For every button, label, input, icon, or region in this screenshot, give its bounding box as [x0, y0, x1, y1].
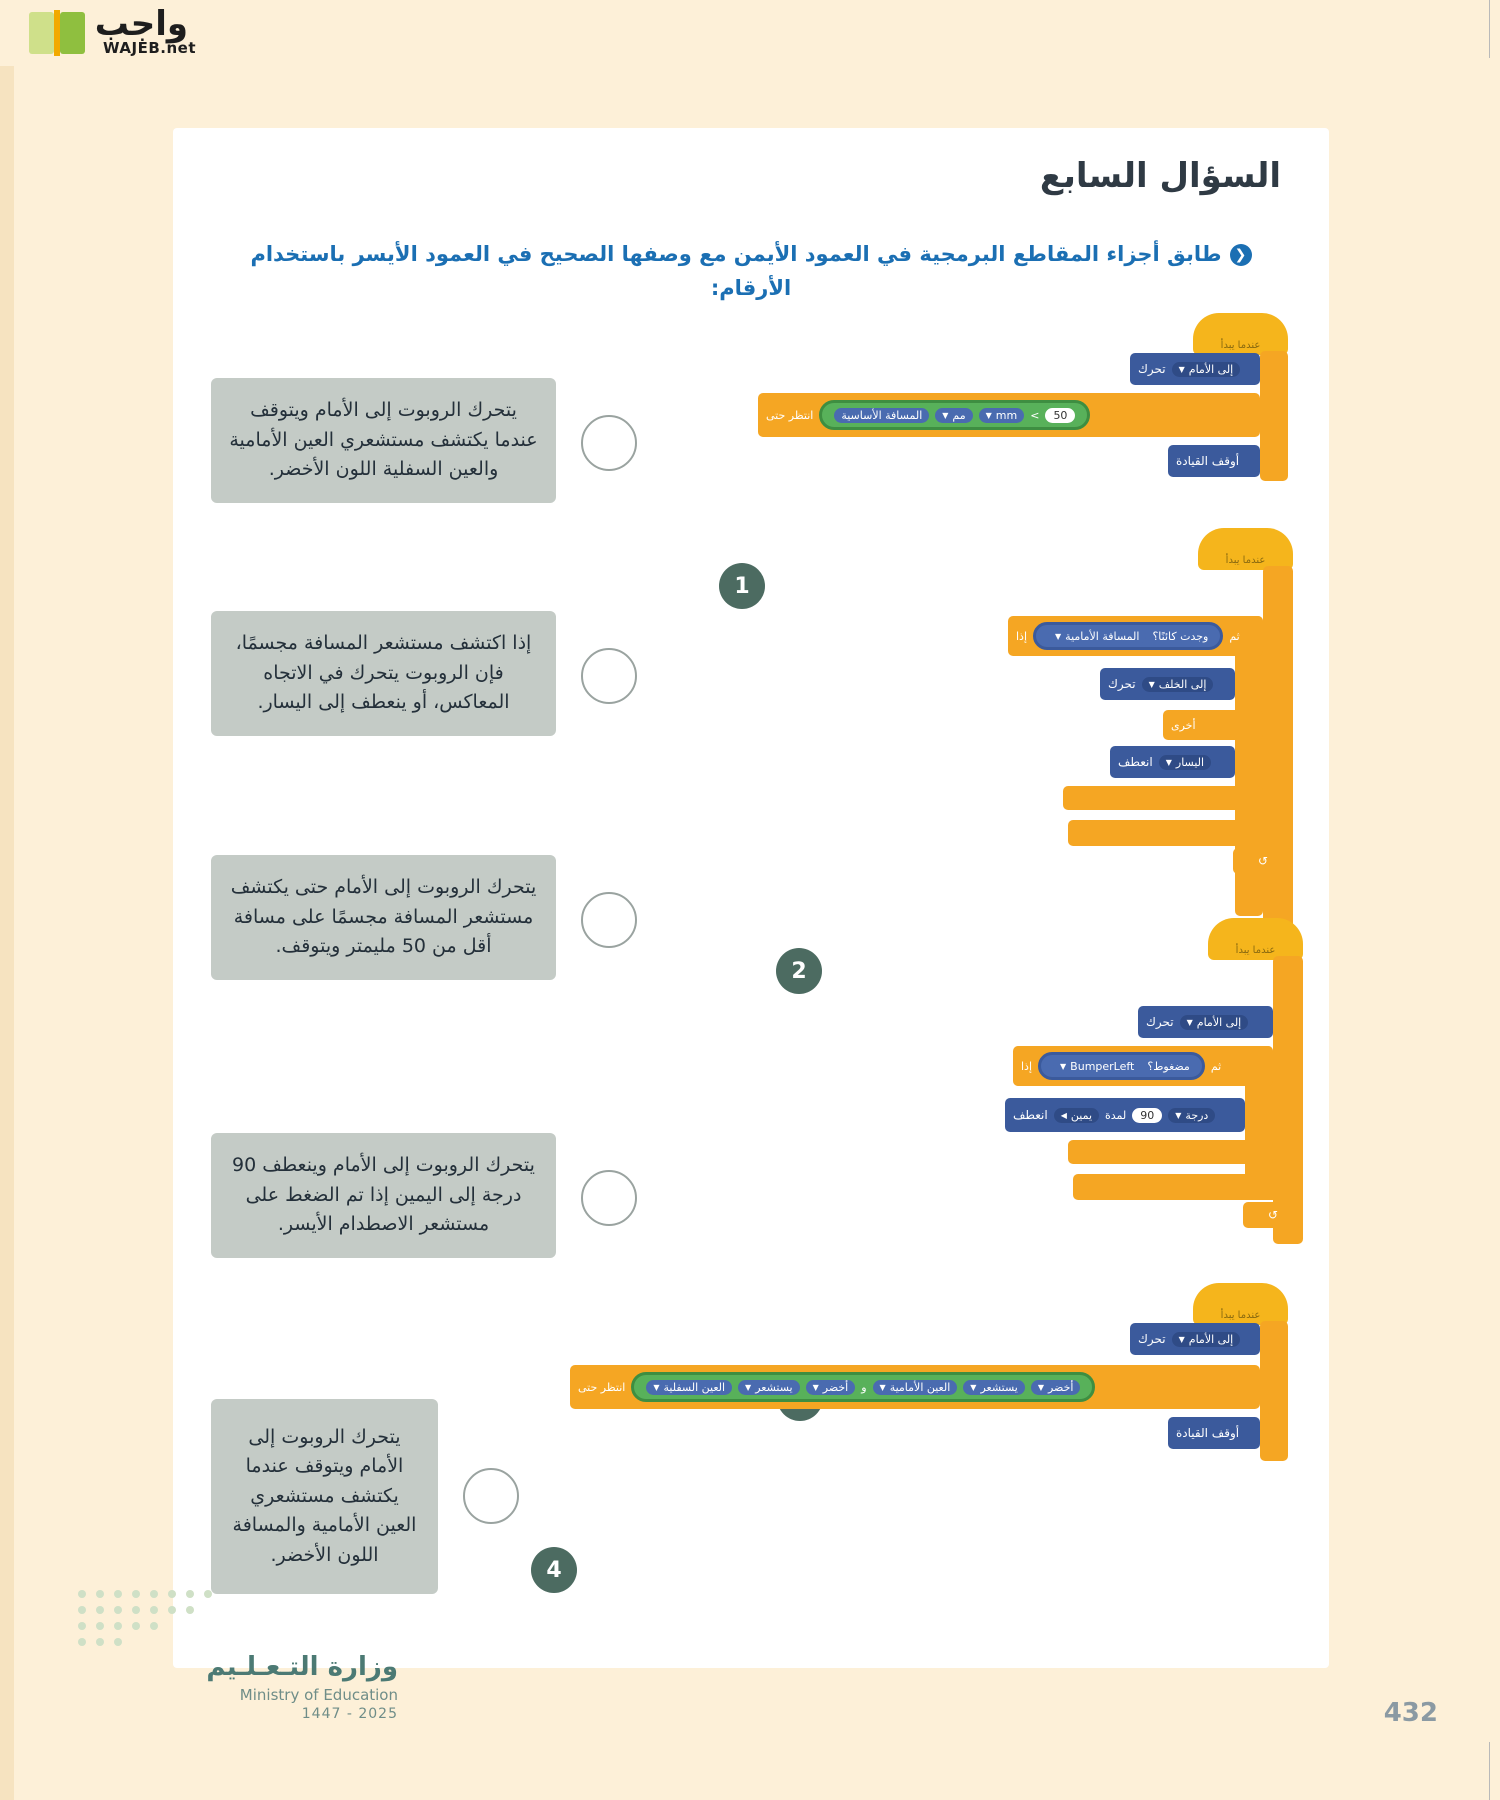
dropdown-value: إلى الأمام: [1188, 1332, 1234, 1346]
right-detect-dropdown[interactable]: يستشعر ▼: [963, 1380, 1025, 1395]
degrees-input[interactable]: 90: [1132, 1108, 1162, 1123]
block-if[interactable]: [1013, 1046, 1273, 1086]
color-value: أخضر: [1047, 1380, 1074, 1394]
c-body: [1260, 351, 1288, 481]
logo-subtitle: WAJEB.net: [103, 39, 196, 58]
loop-arrow-icon: ↺: [1243, 1202, 1303, 1228]
forever-bottom: [1068, 820, 1293, 846]
page-title: السؤال السابع: [1039, 156, 1281, 196]
match-circle-3[interactable]: [581, 892, 637, 948]
value-input[interactable]: 50: [1045, 408, 1075, 423]
left-detect-dropdown[interactable]: يستشعر ▼: [738, 1380, 800, 1395]
forever-c-body: [1263, 566, 1293, 936]
block-turn-degrees[interactable]: [1005, 1098, 1245, 1132]
dropdown-value: اليسار: [1175, 755, 1205, 769]
description-text: يتحرك الروبوت إلى الأمام حتى يكتشف مستشعر المسافة مجسمًا على مسافة أقل من 50 مليمتر ويتوقف.: [230, 876, 537, 958]
block-label: إذا: [1016, 629, 1028, 643]
bumper-value: BumperLeft: [1070, 1059, 1135, 1073]
block-move[interactable]: [1130, 1323, 1260, 1355]
block-label: أخرى: [1171, 718, 1196, 732]
then-label: ثم: [1210, 1059, 1222, 1073]
match-circle-2[interactable]: [581, 648, 637, 704]
condition-hexagon[interactable]: [1033, 622, 1223, 650]
description-box-1: [211, 378, 556, 503]
block-label: تحرك: [1138, 1332, 1166, 1346]
forever-bottom: [1073, 1174, 1303, 1200]
description-box-2: [211, 611, 556, 736]
book-icon: [29, 8, 85, 58]
block-label: انعطف: [1118, 755, 1153, 769]
block-label: إلى الأبد: [1191, 978, 1232, 992]
description-box-5: [211, 1399, 438, 1594]
sensor-value: المسافة الأساسية: [841, 408, 923, 422]
dropdown-direction[interactable]: إلى الأمام ▼: [1172, 362, 1241, 377]
description-text: يتحرك الروبوت إلى الأمام وينعطف 90 درجة إلى اليمين إذا تم الضغط على مستشعر الاصطدام الأيسر.: [232, 1154, 535, 1236]
unit-label: درجة: [1185, 1108, 1209, 1122]
description-box-3: [211, 855, 556, 980]
site-logo: [0, 0, 196, 66]
right-color-dropdown[interactable]: أخضر ▼: [1031, 1380, 1081, 1395]
dropdown-direction[interactable]: إلى الخلف ▼: [1142, 677, 1214, 692]
instruction-label: طابق أجزاء المقاطع البرمجية في العمود الأيمن مع وصفها الصحيح في العمود الأيسر باستخدام الأرقام:: [250, 242, 1222, 300]
right-sensor-dropdown[interactable]: العين الأمامية ▼: [873, 1380, 958, 1395]
ministry-logo: [78, 1652, 398, 1722]
c-body: [1260, 1321, 1288, 1461]
color-value: أخضر: [822, 1380, 849, 1394]
program-1: [758, 313, 1288, 483]
check-label: مضغوط؟: [1147, 1059, 1190, 1073]
sensor-dropdown[interactable]: [834, 408, 929, 423]
dropdown-direction[interactable]: إلى الأمام ▼: [1180, 1015, 1249, 1030]
condition-hexagon[interactable]: [819, 400, 1090, 430]
description-text: يتحرك الروبوت إلى الأمام ويتوقف عندما يكتشف مستشعري العين الأمامية والعين السفلية اللون الأخضر.: [229, 399, 538, 481]
badge-2: 2: [776, 948, 822, 994]
block-forever-label[interactable]: [1183, 970, 1303, 1000]
bumper-dropdown[interactable]: BumperLeft ▼: [1053, 1059, 1141, 1074]
dropdown-value: إلى الأمام: [1196, 1015, 1242, 1029]
block-label: إذا: [1021, 1059, 1033, 1073]
crop-mark-top-right: [1489, 0, 1490, 58]
description-box-4: [211, 1133, 556, 1258]
condition-hexagon[interactable]: [1038, 1052, 1205, 1080]
badge-1: 1: [719, 563, 765, 609]
unit-dropdown[interactable]: مم ▼: [935, 408, 972, 423]
block-stop-driving[interactable]: [1168, 1417, 1260, 1449]
block-label: إلى الأبد: [1181, 588, 1222, 602]
block-label: انتظر حتى: [766, 408, 814, 422]
hat-block[interactable]: عندما يبدأ: [1193, 313, 1288, 355]
block-label: تحرك: [1146, 1015, 1174, 1029]
block-turn-left[interactable]: [1110, 746, 1235, 778]
for-label: لمدة: [1105, 1108, 1127, 1122]
operator-label: >: [1030, 408, 1040, 422]
block-label: انعطف: [1013, 1108, 1048, 1122]
dropdown-value: يمين: [1070, 1108, 1093, 1122]
left-color-dropdown[interactable]: أخضر ▼: [806, 1380, 856, 1395]
ministry-name-en: Ministry of Education: [239, 1686, 398, 1704]
block-move[interactable]: [1130, 353, 1260, 385]
condition-hexagon[interactable]: [631, 1372, 1095, 1402]
page-number: 432: [1383, 1698, 1438, 1728]
dropdown-value: إلى الخلف: [1158, 677, 1207, 691]
sensor-value: العين السفلية: [663, 1380, 726, 1394]
block-move-forward[interactable]: [1138, 1006, 1273, 1038]
bullet-icon: ❮: [1230, 244, 1252, 266]
block-stop-driving[interactable]: [1168, 445, 1260, 477]
block-else[interactable]: [1163, 710, 1263, 740]
dropdown-direction[interactable]: يمين ◀: [1054, 1108, 1099, 1123]
left-sensor-dropdown[interactable]: العين السفلية ▼: [646, 1380, 732, 1395]
instruction-text: [221, 238, 1281, 305]
hat-block[interactable]: عندما يبدأ: [1198, 528, 1293, 570]
content-card: [173, 128, 1329, 1668]
block-forever-label[interactable]: [1173, 580, 1293, 610]
block-move-back[interactable]: [1100, 668, 1235, 700]
detect-value: يستشعر: [980, 1380, 1018, 1394]
measure-dropdown[interactable]: mm ▼: [979, 408, 1025, 423]
dropdown-value: إلى الأمام: [1188, 362, 1234, 376]
block-label: أوقف القيادة: [1176, 454, 1240, 468]
crop-mark-bottom-right: [1489, 1742, 1490, 1800]
program-3: [833, 918, 1303, 1268]
block-wait-until[interactable]: [758, 393, 1260, 437]
block-wait-until[interactable]: [570, 1365, 1260, 1409]
loop-arrow-icon: ↺: [1233, 848, 1293, 874]
block-label: تحرك: [1108, 677, 1136, 691]
if-bottom: [1068, 1140, 1273, 1164]
badge-4: 4: [531, 1547, 577, 1593]
ministry-year: 2025 - 1447: [301, 1706, 398, 1722]
description-text: إذا اكتشف مستشعر المسافة مجسمًا، فإن الروبوت يتحرك في الاتجاه المعاكس، أو ينعطف إلى اليسار.: [235, 632, 532, 714]
block-if[interactable]: [1008, 616, 1263, 656]
and-label: و: [861, 1380, 867, 1394]
page-left-strip: [0, 0, 14, 1800]
then-label: ثم: [1229, 629, 1240, 643]
decorative-dots: [78, 1590, 258, 1650]
logo-word: واجب: [94, 3, 188, 44]
sensor-value: المسافة الأمامية: [1065, 629, 1140, 643]
dropdown-direction[interactable]: اليسار ▼: [1159, 755, 1211, 770]
match-circle-5[interactable]: [463, 1468, 519, 1524]
hat-block[interactable]: عندما يبدأ: [1208, 918, 1303, 960]
block-label: تحرك: [1138, 362, 1166, 376]
unit-label: مم: [952, 408, 966, 422]
description-text: يتحرك الروبوت إلى الأمام ويتوقف عندما يكتشف مستشعري العين الأمامية والمسافة اللون الأخضر.: [232, 1425, 417, 1566]
block-label: انتظر حتى: [578, 1380, 626, 1394]
dropdown-direction[interactable]: إلى الأمام ▼: [1172, 1332, 1241, 1347]
detect-value: يستشعر: [755, 1380, 793, 1394]
program-4: [568, 1283, 1288, 1463]
hat-block[interactable]: عندما يبدأ: [1193, 1283, 1288, 1325]
ministry-name-ar: وزارة التـعـلـيم: [206, 1652, 398, 1682]
if-else-bottom: [1063, 786, 1263, 810]
match-circle-4[interactable]: [581, 1170, 637, 1226]
check-label: وجدت كائنًا؟: [1152, 629, 1209, 643]
sensor-dropdown[interactable]: المسافة الأمامية ▼: [1048, 629, 1146, 644]
program-2: [793, 528, 1293, 958]
match-circle-1[interactable]: [581, 415, 637, 471]
unit-dropdown[interactable]: درجة ▼: [1168, 1108, 1215, 1123]
block-label: أوقف القيادة: [1176, 1426, 1240, 1440]
sensor-value: العين الأمامية: [889, 1380, 951, 1394]
